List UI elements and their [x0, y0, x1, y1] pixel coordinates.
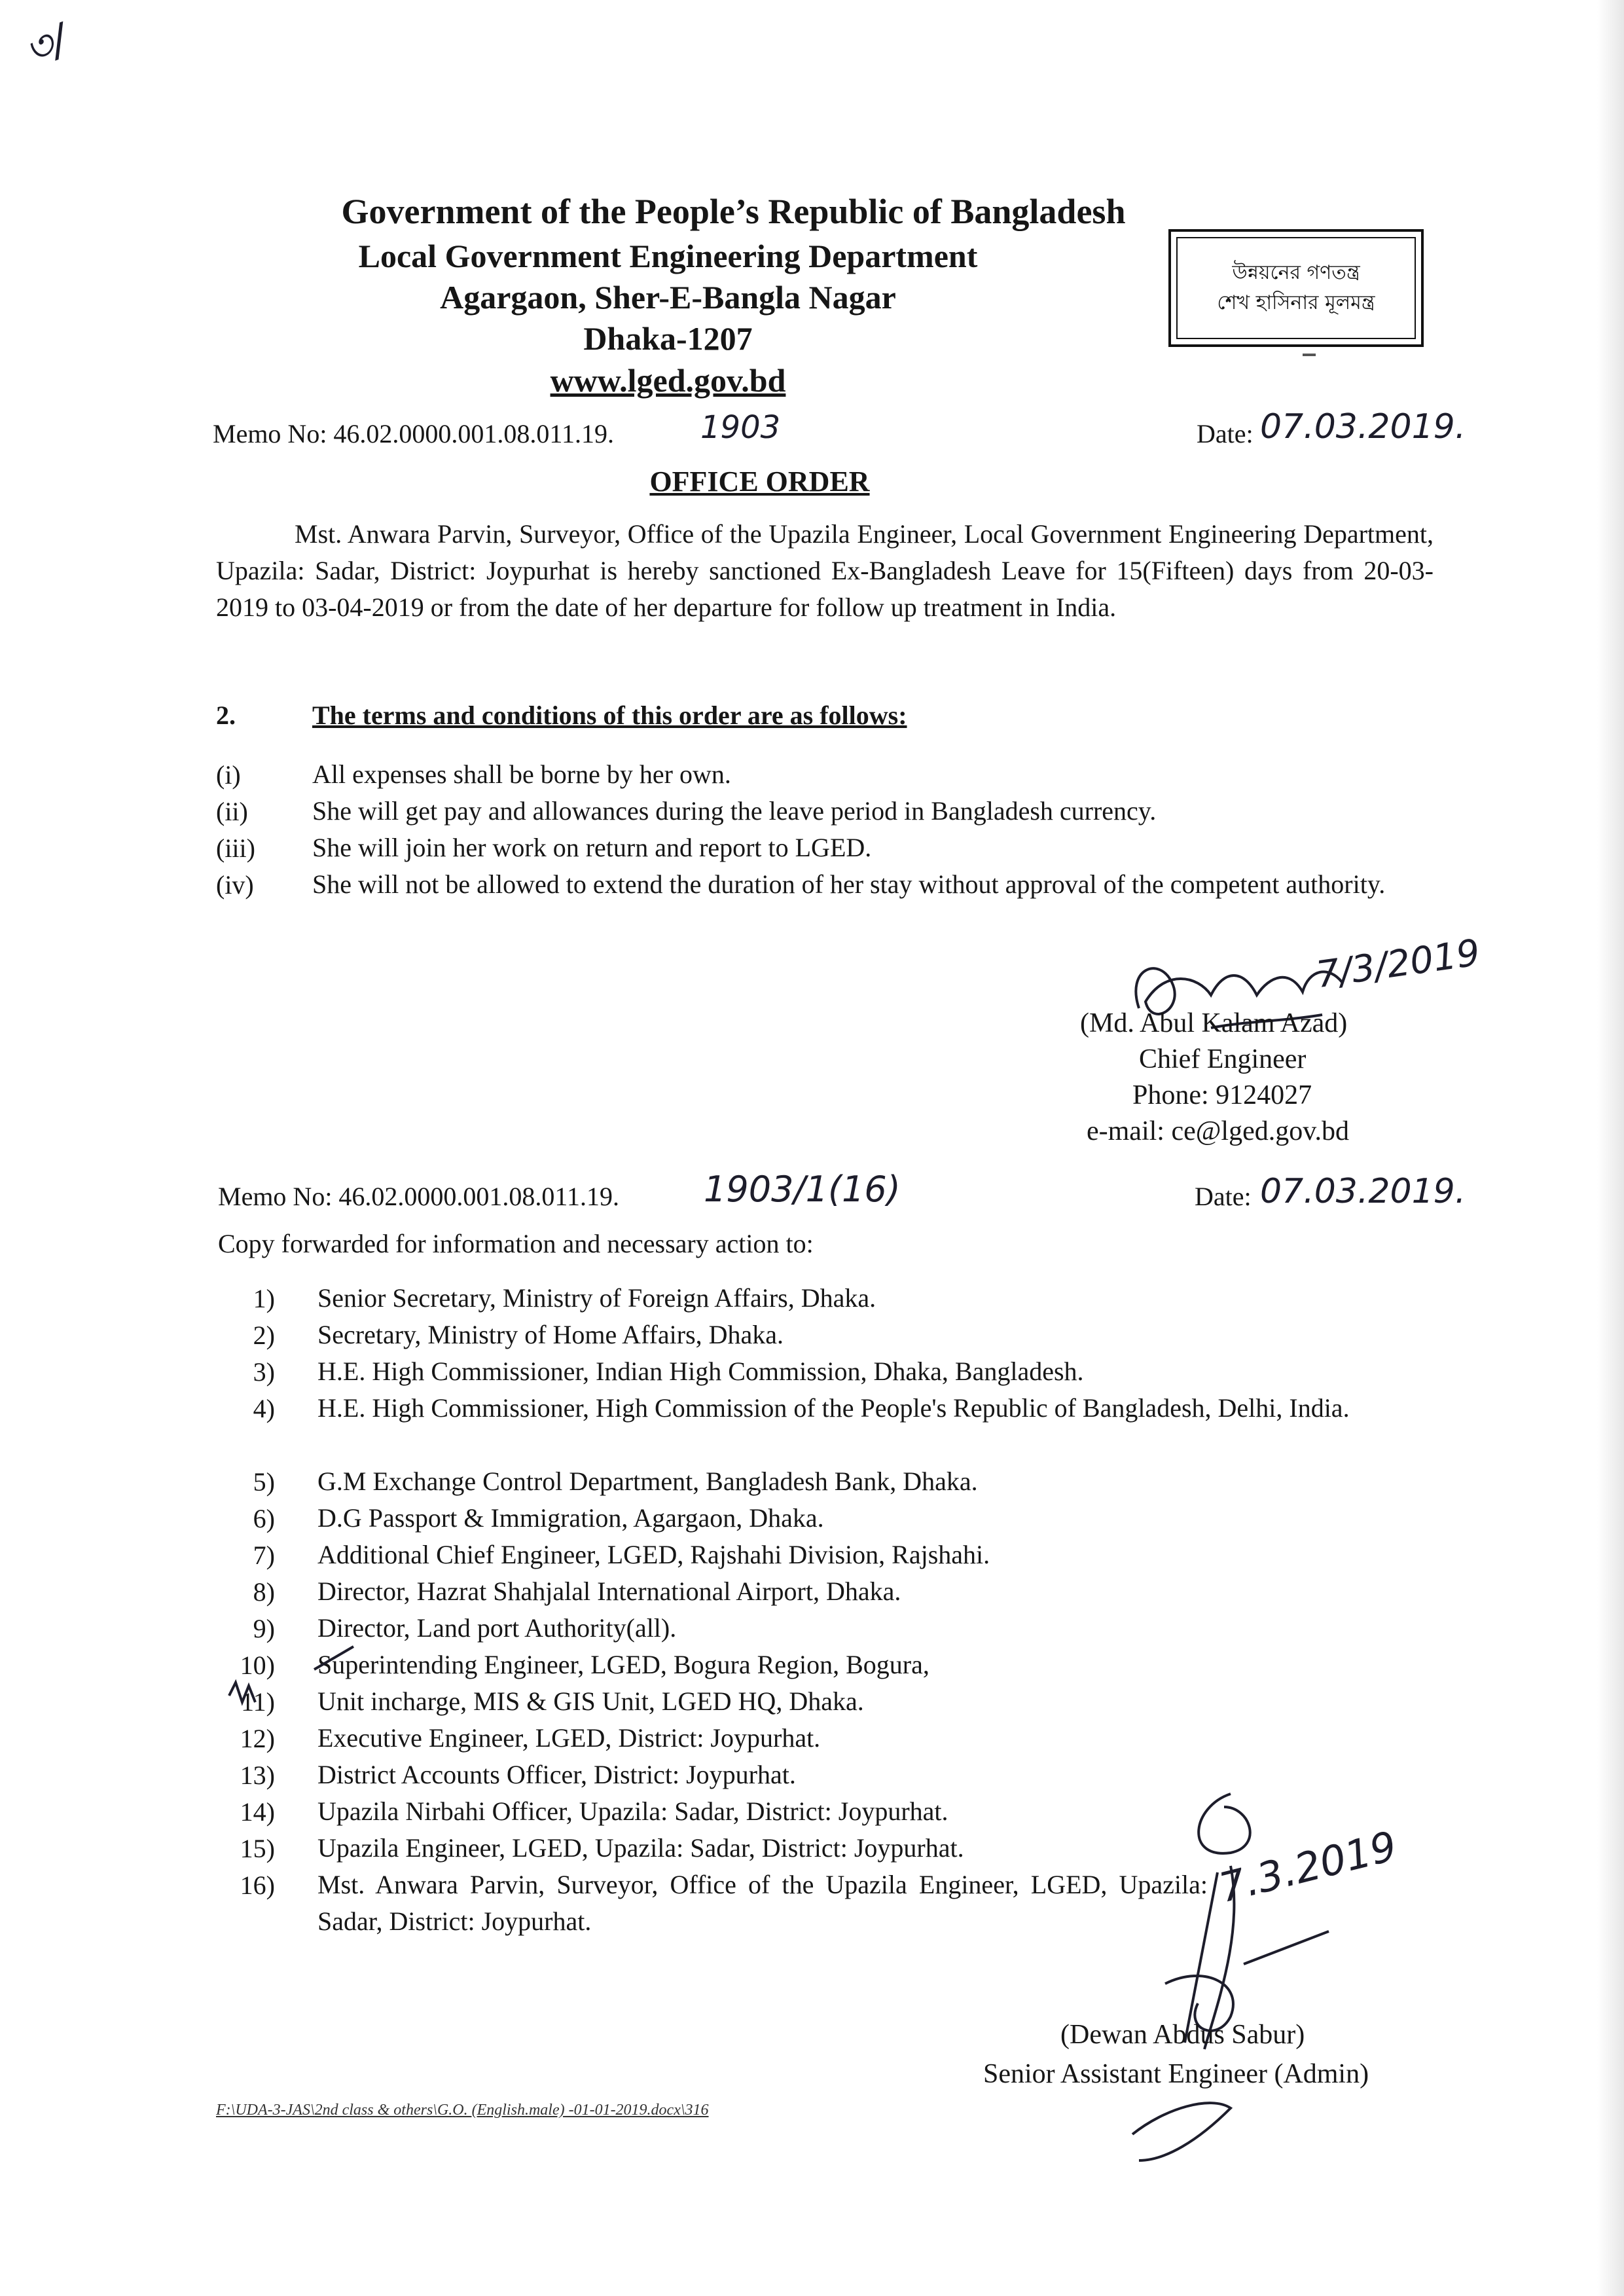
signatory-2-designation: Senior Assistant Engineer (Admin)	[983, 2059, 1369, 2089]
slogan-box	[1168, 229, 1424, 347]
term-text: All expenses shall be borne by her own.	[312, 759, 731, 789]
copy-item-number: 10)	[240, 1650, 275, 1680]
terms-heading: The terms and conditions of this order are as follows:	[312, 701, 907, 730]
term-text: She will join her work on return and report to LGED.	[312, 833, 872, 862]
signatory-1-designation: Chief Engineer	[1139, 1044, 1307, 1074]
terms-section-number: 2.	[216, 701, 236, 730]
office-order-title: OFFICE ORDER	[649, 465, 870, 498]
copy-item-text: D.G Passport & Immigration, Agargaon, Dhaka.	[317, 1503, 824, 1533]
pen-strike-marks	[216, 1643, 360, 1722]
copy-item-text: Superintending Engineer, LGED, Bogura Region, Bogura,	[317, 1650, 929, 1679]
copy-item-text: Upazila Engineer, LGED, Upazila: Sadar, District: Joypurhat.	[317, 1833, 964, 1863]
order-paragraph-text: Mst. Anwara Parvin, Surveyor, Office of the Upazila Engineer, Local Government Engineering Department, Upazila: Sadar, District: Joypurhat is hereby sanctioned Ex-Bangladesh Leave for 15(Fifteen) days from 20-03-2019 to 03-04-2019 or from the date of her departure for follow up treatment in India.	[216, 519, 1434, 622]
memo-date-handwritten: 07.03.2019.	[1260, 407, 1466, 446]
copy-memo-date-handwritten: 07.03.2019.	[1260, 1172, 1466, 1211]
copy-item-text: Secretary, Ministry of Home Affairs, Dhaka.	[317, 1320, 784, 1349]
copy-item-text: District Accounts Officer, District: Joypurhat.	[317, 1760, 796, 1789]
term-text: She will not be allowed to extend the duration of her stay without approval of the competent authority.	[312, 869, 1386, 899]
order-paragraph	[216, 516, 1434, 626]
term-text: She will get pay and allowances during the leave period in Bangladesh currency.	[312, 796, 1157, 826]
copy-item-text: Unit incharge, MIS & GIS Unit, LGED HQ, Dhaka.	[317, 1686, 864, 1716]
signatory-1-phone: Phone: 9124027	[1132, 1080, 1312, 1110]
copy-item-number: 15)	[240, 1834, 275, 1863]
copy-item-number: 4)	[253, 1394, 275, 1423]
copy-item-number: 13)	[240, 1760, 275, 1790]
copy-item-number: 3)	[253, 1357, 275, 1387]
signature-2-handwritten-date: 7.3.2019	[1214, 1821, 1401, 1912]
copy-item-number: 8)	[253, 1577, 275, 1607]
copy-item-text: Mst. Anwara Parvin, Surveyor, Office of the Upazila Engineer, LGED, Upazila: Sadar, District: Joypurhat.	[317, 1870, 1208, 1936]
copy-item-text: Senior Secretary, Ministry of Foreign Affairs, Dhaka.	[317, 1283, 876, 1313]
footer-file-path: F:\UDA-3-JAS\2nd class & others\G.O. (English.male) -01-01-2019.docx\316	[216, 2102, 709, 2119]
slogan-line-1: উন্নয়নের গণতন্ত্র	[1232, 261, 1360, 284]
copy-item-number: 2)	[253, 1321, 275, 1350]
slogan-tick-mark	[1303, 354, 1316, 356]
term-number: (iv)	[216, 870, 254, 900]
copy-item-number: 7)	[253, 1540, 275, 1570]
copy-item-text: Executive Engineer, LGED, District: Joypurhat.	[317, 1723, 821, 1753]
copy-memo-number-handwritten: 1903/1(16)	[704, 1169, 901, 1210]
memo-number-label: Memo No: 46.02.0000.001.08.011.19.	[213, 419, 614, 448]
copy-item-number: 5)	[253, 1467, 275, 1497]
copy-item-text: Director, Land port Authority(all).	[317, 1613, 677, 1643]
term-number: (iii)	[216, 833, 255, 863]
copy-item-text: H.E. High Commissioner, Indian High Commission, Dhaka, Bangladesh.	[317, 1357, 1084, 1386]
copy-item-number: 9)	[253, 1614, 275, 1643]
signatory-1-name: (Md. Abul Kalam Azad)	[1080, 1008, 1348, 1038]
copy-item-text: G.M Exchange Control Department, Bangladesh Bank, Dhaka.	[317, 1467, 978, 1496]
signatory-2-name: (Dewan Abdus Sabur)	[1060, 2020, 1305, 2050]
copy-item-number: 1)	[253, 1284, 275, 1313]
copy-item-text: Upazila Nirbahi Officer, Upazila: Sadar, District: Joypurhat.	[317, 1796, 948, 1826]
copy-item-text: H.E. High Commissioner, High Commission of the People's Republic of Bangladesh, Delhi, India.	[317, 1393, 1350, 1423]
copy-item-number: 12)	[240, 1724, 275, 1753]
header-department: Local Government Engineering Department	[358, 238, 978, 274]
signature-1-handwritten-date: 7/3/2019	[1313, 931, 1483, 997]
copy-item-number: 14)	[240, 1797, 275, 1827]
header-website: www.lged.gov.bd	[550, 362, 786, 399]
header-address: Agargaon, Sher-E-Bangla Nagar	[440, 279, 896, 316]
copy-item-number: 16)	[240, 1870, 275, 1900]
copy-memo-date-label: Date:	[1195, 1182, 1252, 1211]
memo-date-label: Date:	[1197, 419, 1254, 448]
page-edge-shadow	[1597, 0, 1624, 2296]
header-city: Dhaka-1207	[583, 320, 753, 357]
copy-item-number: 6)	[253, 1504, 275, 1533]
copy-memo-number-label: Memo No: 46.02.0000.001.08.011.19.	[218, 1182, 619, 1211]
term-number: (i)	[216, 760, 241, 790]
signatory-1-email: e-mail: ce@lged.gov.bd	[1087, 1116, 1349, 1146]
slogan-line-2: শেখ হাসিনার মূলমন্ত্র	[1217, 291, 1375, 314]
copy-item-number: 11)	[241, 1687, 275, 1717]
term-number: (ii)	[216, 797, 248, 826]
copy-item-text: Director, Hazrat Shahjalal International Airport, Dhaka.	[317, 1576, 901, 1606]
copy-forward-intro: Copy forwarded for information and necessary action to:	[218, 1229, 814, 1258]
corner-handwritten-note: ৩/	[18, 15, 74, 75]
senior-assistant-engineer-signature	[1034, 1768, 1479, 2187]
copy-item-text: Additional Chief Engineer, LGED, Rajshahi Division, Rajshahi.	[317, 1540, 990, 1569]
header-government: Government of the People’s Republic of Bangladesh	[341, 192, 1126, 231]
memo-number-handwritten: 1903	[700, 409, 781, 446]
